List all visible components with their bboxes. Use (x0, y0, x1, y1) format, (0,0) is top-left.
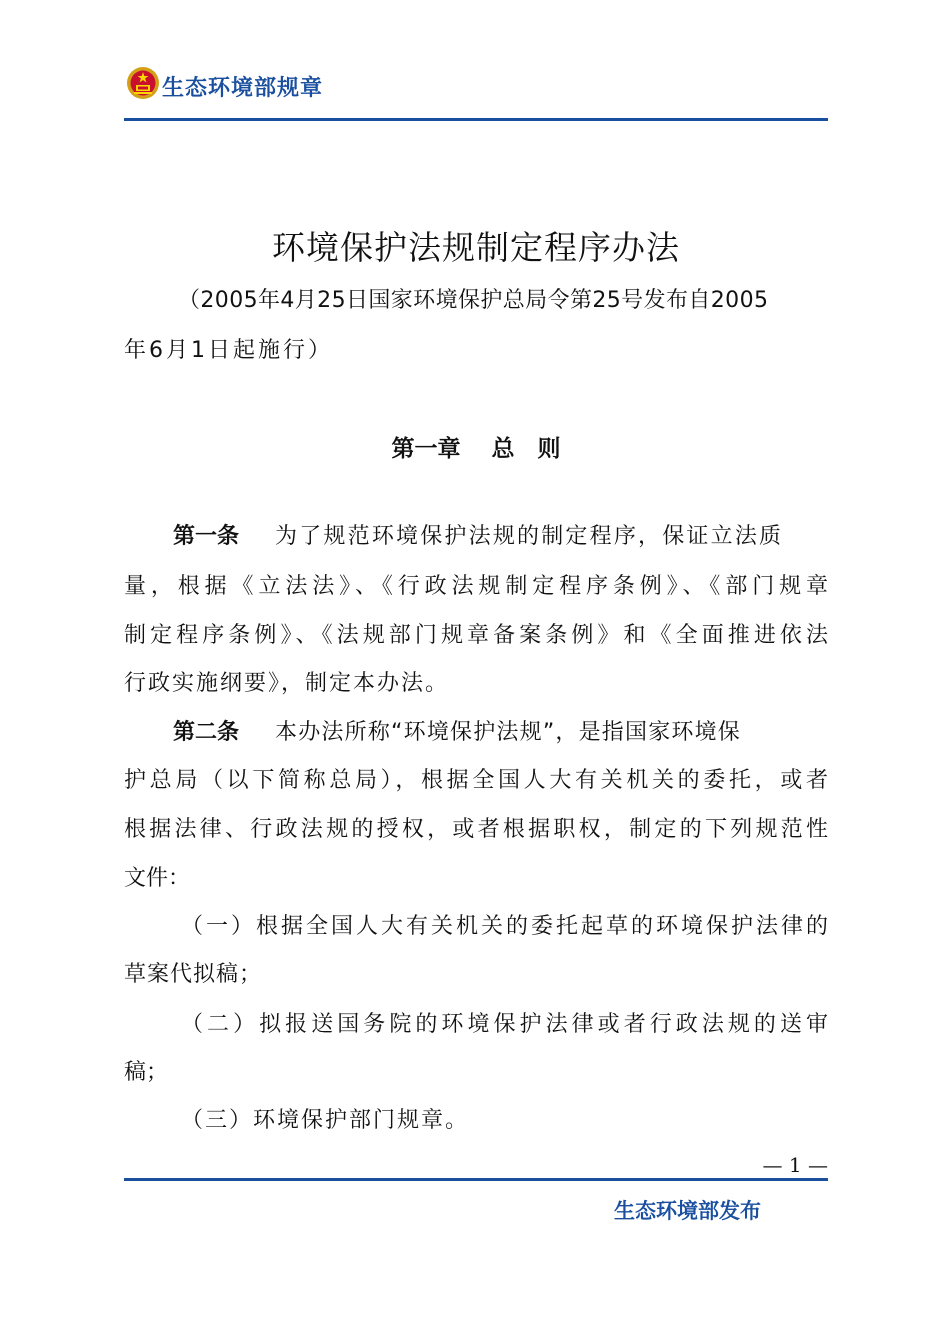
article-label: 第一条 (173, 524, 240, 549)
footer-divider (124, 1178, 828, 1181)
article-1-line-1: 第一条 为了规范环境保护法规的制定程序，保证立法质 (124, 522, 828, 552)
chapter-name: 总 则 (491, 436, 561, 462)
article-1-line-2: 量，根据《立法法》、《行政法规制定程序条例》、《部门规章 (124, 574, 828, 599)
document-subtitle-line-1: （2005年4月25日国家环境保护总局令第25号发布自2005 (178, 288, 769, 313)
item-1-line-1: （一）根据全国人大有关机关的委托起草的环境保护法律的 (181, 914, 828, 939)
article-2-line-3: 根据法律、行政法规的授权，或者根据职权，制定的下列规范性 (124, 817, 828, 842)
item-3-line-1: （三）环境保护部门规章。 (181, 1108, 470, 1133)
item-2-line-2: 稿； (124, 1060, 169, 1085)
page-number: — 1 — (762, 1153, 828, 1177)
chapter-label: 第一章 (391, 436, 461, 462)
footer-publisher: 生态环境部发布 (614, 1199, 761, 1223)
document-title: 环境保护法规制定程序办法 (272, 228, 680, 267)
chapter-heading (124, 430, 828, 463)
article-1-line-4: 行政实施纲要》，制定本办法。 (124, 671, 450, 696)
document-subtitle-line-2: 年6月1日起施行） (124, 338, 333, 363)
article-label: 第二条 (173, 720, 240, 745)
item-1-line-2: 草案代拟稿； (124, 962, 263, 987)
item-2-line-1: （二）拟报送国务院的环境保护法律或者行政法规的送审 (181, 1012, 828, 1037)
national-emblem-icon (126, 66, 160, 100)
article-2-line-4: 文件： (124, 866, 191, 891)
page-header (124, 62, 828, 122)
article-2-line-2: 护总局（以下简称总局），根据全国人大有关机关的委托，或者 (124, 768, 828, 793)
article-1-line-3: 制定程序条例》、《法规部门规章备案条例》和《全面推进依法 (124, 623, 828, 648)
header-title: 生态环境部规章 (162, 76, 324, 101)
header-divider (124, 118, 828, 121)
article-2-line-1: 第二条 本办法所称“环境保护法规”，是指国家环境保 (124, 718, 828, 748)
